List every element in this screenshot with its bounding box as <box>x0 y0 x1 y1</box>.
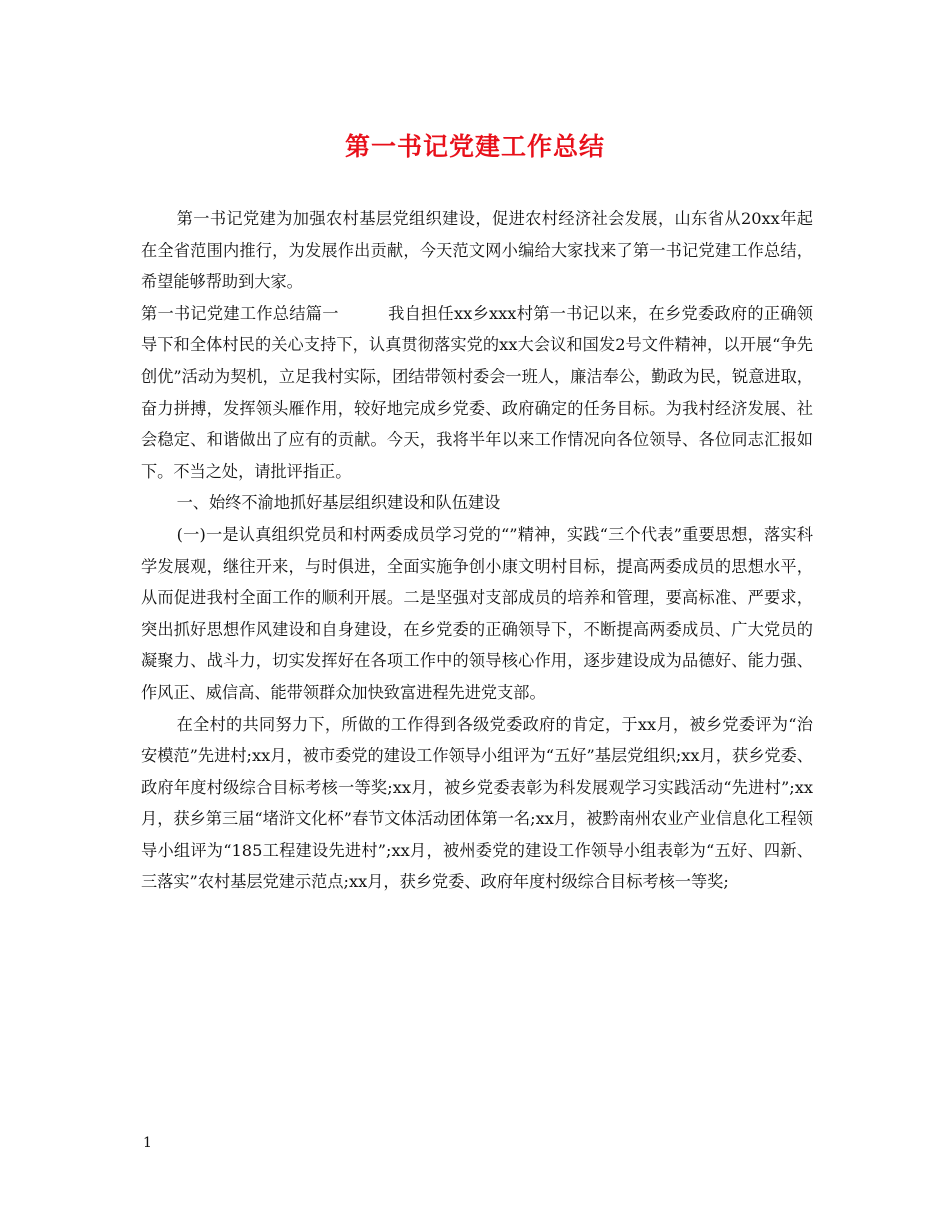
paragraph-achievements: 在全村的共同努力下，所做的工作得到各级党委政府的肯定，于xx月，被乡党委评为“治安模范”先进村;xx月，被市委党的建设工作领导小组评为“五好”基层党组织;xx月，获乡党委、政府年度村级综合目标考核一等奖;xx月，被乡党委表彰为科发展观学习实践活动“先进村”;xx月，获乡第三届“堵浒文化杯”春节文体活动团体第一名;xx月，被黔南州农业产业信息化工程领导小组评为“185工程建设先进村”;xx月，被州委党的建设工作领导小组表彰为“五好、四新、三落实”农村基层党建示范点;xx月，获乡党委、政府年度村级综合目标考核一等奖; <box>141 714 813 892</box>
page-number: 1 <box>143 1135 152 1151</box>
document-title: 第一书记党建工作总结 <box>344 132 605 161</box>
paragraph-intro: 第一书记党建为加强农村基层党组织建设，促进农村经济社会发展，山东省从20xx年起在全省范围内推行，为发展作出贡献，今天范文网小编给大家找来了第一书记党建工作总结，希望能够帮助到大家。 <box>141 209 813 292</box>
paragraph-heading-one: 一、始终不渝地抓好基层组织建设和队伍建设 <box>176 493 501 513</box>
document-body <box>141 203 813 898</box>
paragraph-section-one: 第一书记党建工作总结篇一 我自担任xx乡xxx村第一书记以来，在乡党委政府的正确领导下和全体村民的关心支持下，认真贯彻落实党的xx大会议和国发2号文件精神，以开展“争先创优”活动为契机，立足我村实际，团结带领村委会一班人，廉洁奉公，勤政为民，锐意进取，奋力拼搏，发挥领头雁作用，较好地完成乡党委、政府确定的任务目标。为我村经济发展、社会稳定、和谐做出了应有的贡献。今天，我将半年以来工作情况向各位领导、各位同志汇报如下。不当之处，请批评指正。 <box>141 303 813 481</box>
paragraph-item-one: (一)一是认真组织党员和村两委成员学习党的“”精神，实践“三个代表”重要思想，落实科学发展观，继往开来，与时俱进，全面实施争创小康文明村目标，提高两委成员的思想水平，从而促进我村全面工作的顺利开展。二是坚强对支部成员的培养和管理，要高标准、严要求，突出抓好思想作风建设和自身建设，在乡党委的正确领导下，不断提高两委成员、广大党员的凝聚力、战斗力，切实发挥好在各项工作中的领导核心作用，逐步建设成为品德好、能力强、作风正、威信高、能带领群众加快致富进程先进党支部。 <box>141 524 813 702</box>
